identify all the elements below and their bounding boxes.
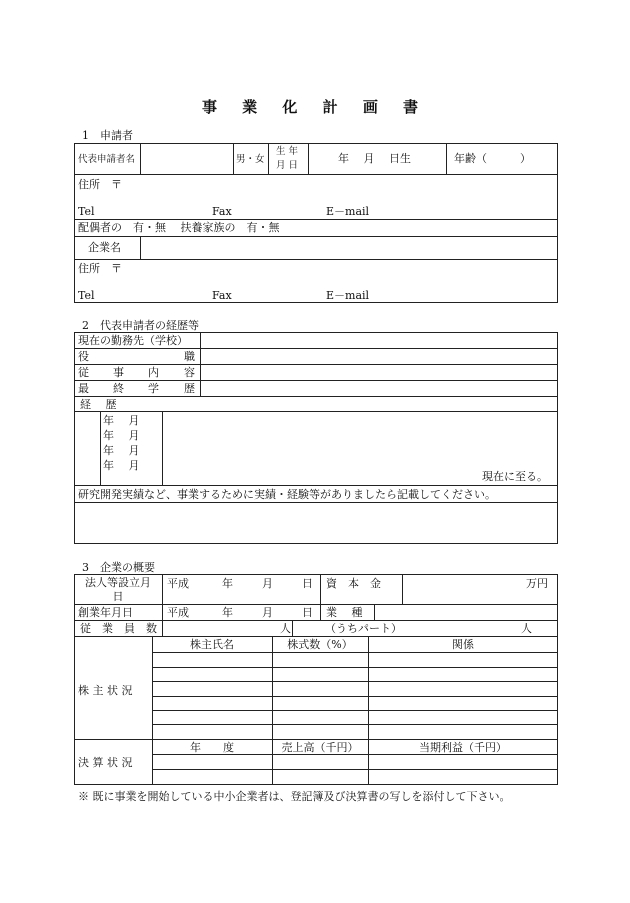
industry-field[interactable] — [375, 605, 557, 619]
education-label-1: 最 — [78, 382, 89, 395]
shareholders-label: 株 主 状 況 — [78, 684, 133, 697]
founded-day: 日 — [302, 606, 313, 619]
employees-unit: 人 — [280, 622, 291, 635]
part-time-unit: 人 — [521, 622, 532, 635]
company-name-field[interactable] — [141, 237, 557, 258]
duties-field[interactable] — [201, 365, 557, 379]
education-label-4: 歴 — [184, 382, 195, 395]
capital-field[interactable] — [403, 575, 523, 603]
company-fax-label: Fax — [212, 289, 232, 302]
establishment-year: 年 — [222, 577, 233, 590]
capital-unit: 万円 — [526, 577, 548, 590]
founded-era: 平成 — [167, 606, 189, 619]
to-present-text: 現在に至る。 — [482, 470, 548, 483]
position-label-1: 役 — [78, 350, 89, 363]
section-1-heading: 1 申請者 — [82, 129, 133, 142]
birth-date-field[interactable]: 年 月 日生 — [338, 152, 411, 165]
education-field[interactable] — [201, 381, 557, 395]
profit-header: 当期利益（千円） — [419, 741, 507, 754]
email-label: E－mail — [326, 205, 370, 218]
founded-year: 年 — [222, 606, 233, 619]
history-year-month: 年 月 — [103, 459, 140, 472]
research-instruction: 研究開発実績など、事業するために実績・経験等がありましたら記載してください。 — [78, 488, 496, 501]
establishment-month: 月 — [262, 577, 273, 590]
company-name-label: 企業名 — [88, 241, 121, 254]
industry-label: 業 種 — [326, 606, 363, 619]
shareholder-name-header: 株主氏名 — [190, 638, 234, 651]
part-time-field[interactable] — [400, 621, 518, 635]
workplace-field[interactable] — [201, 333, 557, 347]
employees-label: 従 業 員 数 — [80, 622, 157, 635]
duties-label-3: 内 — [148, 366, 159, 379]
company-email-label: E－mail — [326, 289, 370, 302]
company-address-label: 住所 〒 — [78, 262, 122, 275]
duties-label-1: 従 — [78, 366, 89, 379]
research-field[interactable] — [75, 503, 557, 543]
establishment-era: 平成 — [167, 577, 189, 590]
spouse-dependents[interactable]: 配偶者の 有・無 扶養家族の 有・無 — [78, 221, 280, 234]
age-field[interactable]: 年齢（ ） — [454, 152, 531, 165]
capital-label: 資 本 金 — [326, 577, 381, 590]
gender-option[interactable]: 男・女 — [236, 154, 265, 165]
fiscal-year-header: 年 度 — [190, 741, 234, 754]
company-tel-label: Tel — [78, 289, 95, 302]
birth-label-1: 生 年 — [276, 146, 299, 157]
rep-name-field[interactable] — [141, 144, 232, 173]
share-count-header: 株式数（%） — [287, 638, 353, 651]
duties-label-4: 容 — [184, 366, 195, 379]
founded-month: 月 — [262, 606, 273, 619]
section-3-heading: 3 企業の概要 — [82, 561, 155, 574]
history-year-month: 年 月 — [103, 429, 140, 442]
settlement-label: 決 算 状 況 — [78, 756, 133, 769]
establishment-label: 法人等設立月 — [85, 576, 151, 589]
address-label: 住所 〒 — [78, 178, 122, 191]
establishment-day: 日 — [302, 577, 313, 590]
birth-label-2: 月 日 — [276, 160, 299, 171]
tel-label: Tel — [78, 205, 95, 218]
attachment-note: ※ 既に事業を開始している中小企業者は、登記簿及び決算書の写しを添付して下さい。 — [78, 790, 511, 803]
relation-header: 関係 — [452, 638, 474, 651]
rep-name-label: 代表申請者名 — [78, 154, 136, 165]
workplace-label: 現在の勤務先（学校） — [78, 334, 188, 347]
page-title: 事 業 化 計 画 書 — [201, 98, 429, 116]
founded-label: 創業年月日 — [78, 606, 133, 619]
history-label: 経 歴 — [80, 398, 117, 411]
position-label-2: 職 — [184, 350, 195, 363]
history-year-month: 年 月 — [103, 414, 140, 427]
establishment-label-day: 日 — [112, 590, 124, 603]
history-year-month: 年 月 — [103, 444, 140, 457]
education-label-3: 学 — [148, 382, 159, 395]
section-2-heading: 2 代表申請者の経歴等 — [82, 319, 199, 332]
employees-field[interactable] — [163, 621, 275, 635]
sales-header: 売上高（千円） — [281, 741, 359, 754]
position-field[interactable] — [201, 349, 557, 363]
part-time-label: （うちパート） — [325, 622, 402, 635]
fax-label: Fax — [212, 205, 232, 218]
duties-label-2: 事 — [113, 366, 124, 379]
education-label-2: 終 — [113, 382, 124, 395]
